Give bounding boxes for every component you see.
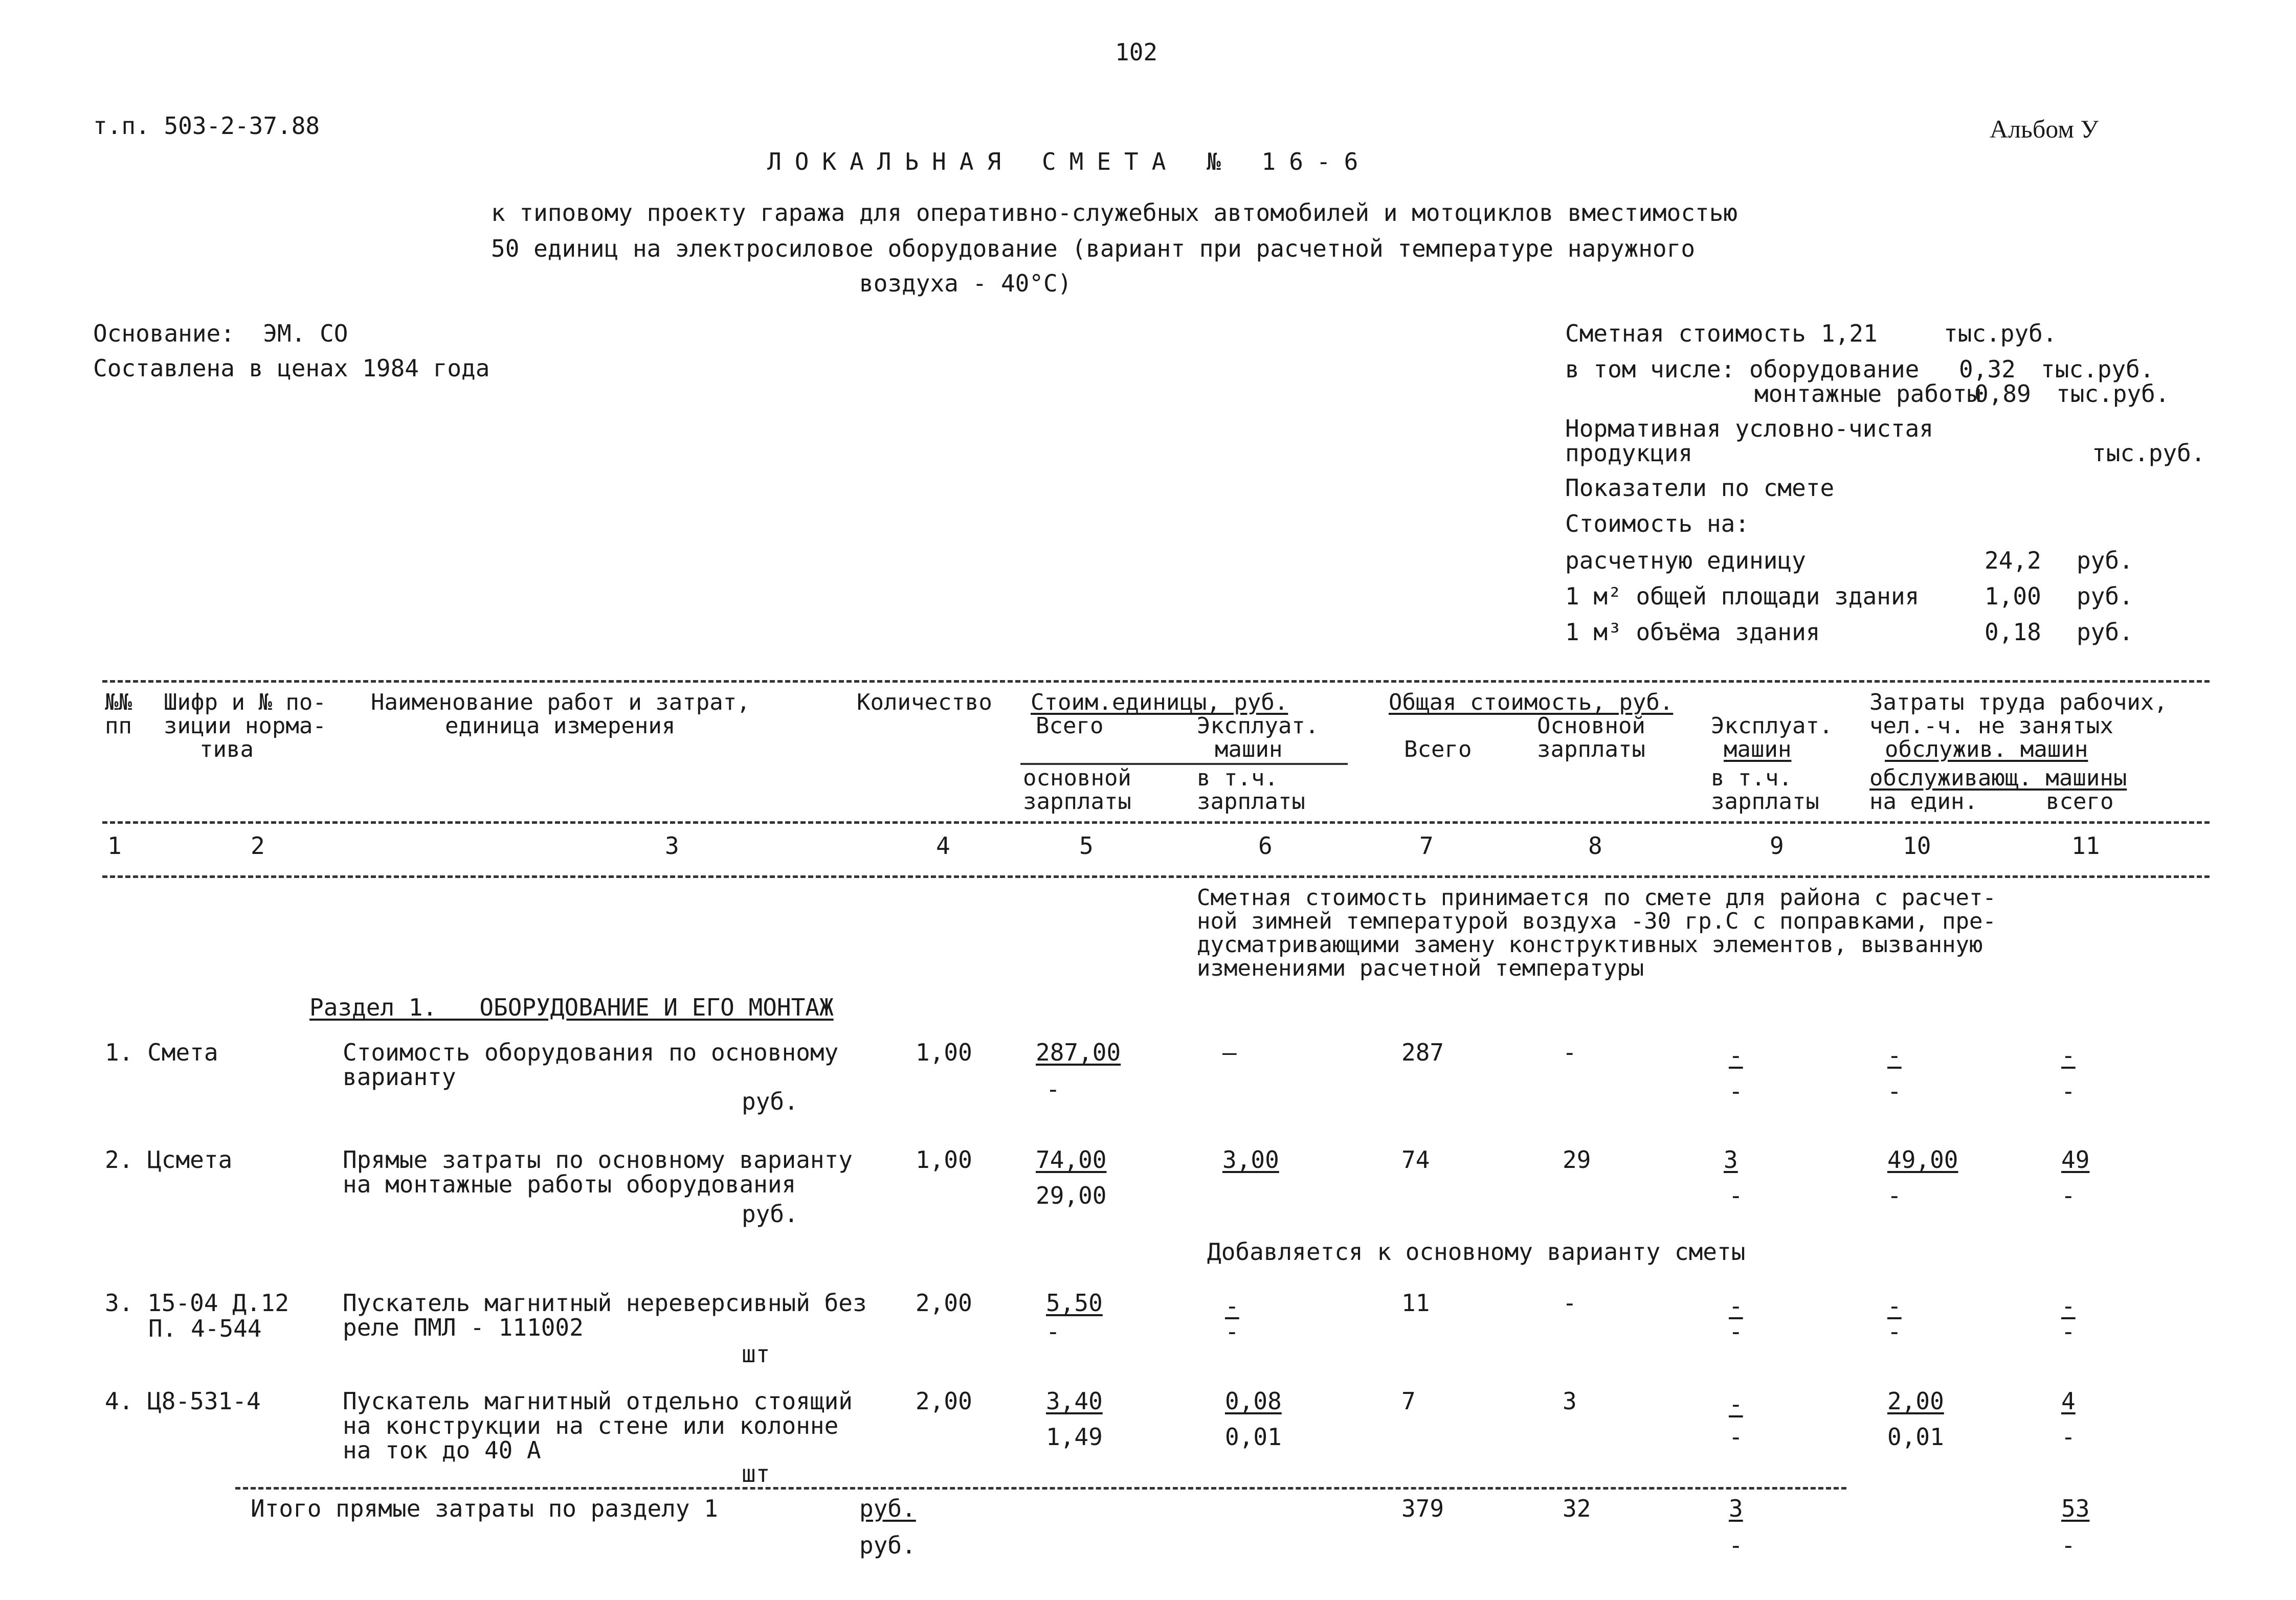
- unit-basic-wages-2: зарплаты: [1023, 788, 1131, 815]
- unit-machines-value: 3,00: [1222, 1146, 1279, 1174]
- row-name-line: на монтажные работы оборудования: [343, 1170, 796, 1198]
- total-machines-value: -: [1729, 1292, 1743, 1320]
- total-wages-value: 32: [1563, 1495, 1591, 1522]
- col-number: 1: [107, 832, 122, 860]
- total-value: 7: [1401, 1387, 1416, 1415]
- per-m2-label: 1 м² общей площади здания: [1565, 582, 1920, 610]
- labor-per-unit-header: на един.: [1869, 788, 1978, 815]
- labor-unit-machines-value: 0,01: [1887, 1423, 1944, 1451]
- total-value: 11: [1401, 1289, 1430, 1317]
- col-number: 4: [936, 832, 950, 860]
- row-unit: шт: [742, 1340, 770, 1368]
- note-line: ной зимней температурой воздуха -30 гр.С с поправками, пре-: [1197, 908, 1996, 934]
- row-unit: руб.: [742, 1088, 798, 1115]
- project-ref: т.п. 503-2-37.88: [93, 112, 320, 140]
- unit-machines-header-2: машин: [1215, 736, 1283, 762]
- labor-unit-value: -: [1887, 1042, 1902, 1069]
- total-unit-2: руб.: [859, 1531, 916, 1559]
- tc-incl-wages-1: в т.ч.: [1711, 765, 1792, 791]
- note-line: дусматривающими замену конструктивных элементов, вызванную: [1197, 932, 1983, 958]
- unit-wages-value: 1,49: [1046, 1423, 1103, 1451]
- labor-unit-value: -: [1887, 1292, 1902, 1320]
- unit-machines-value: —: [1222, 1039, 1237, 1066]
- labor-total-value: 4: [2061, 1387, 2076, 1415]
- labor-header-3: обслужив. машин: [1885, 736, 2088, 762]
- labor-total-machines-value: -: [2061, 1423, 2076, 1451]
- header-top-rule: [102, 680, 2210, 683]
- labor-unit-value: 2,00: [1887, 1387, 1944, 1415]
- total-machines-wages-value: -: [1729, 1077, 1743, 1105]
- row-quantity: 1,00: [916, 1039, 972, 1066]
- unit-incl-wages-1: в т.ч.: [1197, 765, 1278, 791]
- total-wages-value: 3: [1563, 1387, 1577, 1415]
- row-quantity: 1,00: [916, 1146, 972, 1174]
- unit-total-value: 3,40: [1046, 1387, 1103, 1415]
- labor-total-value: -: [2061, 1292, 2076, 1320]
- row-code-line-2: П. 4-544: [148, 1315, 262, 1342]
- col-number: 11: [2071, 832, 2100, 860]
- including-label: в том числе: оборудование: [1565, 355, 1920, 383]
- net-product-label: Нормативная условно-чистая: [1565, 415, 1934, 442]
- header-mid-rule: [102, 821, 2210, 824]
- tc-machines-header-2: машин: [1724, 736, 1792, 762]
- row-name-line: Пускатель магнитный отдельно стоящий: [343, 1387, 853, 1415]
- total-wages-value: -: [1563, 1289, 1577, 1317]
- album-label: Альбом У: [1990, 115, 2099, 143]
- row-name-line: реле ПМЛ - 111002: [343, 1314, 584, 1341]
- tc-incl-wages-2: зарплаты: [1711, 788, 1819, 815]
- total-wages-value: -: [1563, 1039, 1577, 1066]
- total-cost-header: Общая стоимость, руб.: [1389, 689, 1674, 715]
- row-name-line: на конструкции на стене или колонне: [343, 1412, 839, 1439]
- col-number: 8: [1588, 832, 1602, 860]
- labor-total-machines-value: -: [2061, 1318, 2076, 1345]
- total-unit: руб.: [859, 1495, 916, 1522]
- per-unit-value: 24,2: [1985, 547, 2041, 574]
- col-number: 5: [1079, 832, 1094, 860]
- per-m2-unit: руб.: [2077, 582, 2133, 610]
- total-machines-wages-value: -: [1729, 1423, 1743, 1451]
- labor-total-machines-value: -: [2061, 1077, 2076, 1105]
- unit-total-value: 5,50: [1046, 1289, 1103, 1317]
- subtitle-line-2: 50 единиц на электросиловое оборудование (вариант при расчетной температуре наружного: [491, 235, 1696, 262]
- labor-sub-header: обслуживающ. машины: [1869, 765, 2127, 791]
- equipment-value: 0,32: [1959, 355, 2016, 383]
- labor-unit-value: 49,00: [1887, 1146, 1958, 1174]
- col2-header-line-2: зиции норма-: [164, 713, 326, 739]
- labor-total-value: 49: [2061, 1146, 2090, 1174]
- per-m3-unit: руб.: [2077, 618, 2133, 646]
- unit-machines-wages-value: 0,01: [1225, 1423, 1282, 1451]
- total-cost-value: 379: [1401, 1495, 1444, 1522]
- total-machines-value: 3: [1724, 1146, 1738, 1174]
- row-quantity: 2,00: [916, 1387, 972, 1415]
- labor-header-1: Затраты труда рабочих,: [1869, 689, 2168, 715]
- per-m2-value: 1,00: [1985, 582, 2041, 610]
- col-number: 9: [1770, 832, 1784, 860]
- per-m3-value: 0,18: [1985, 618, 2041, 646]
- estimated-cost-unit: тыс.руб.: [1944, 320, 2057, 347]
- row-unit: руб.: [742, 1200, 798, 1228]
- equipment-unit: тыс.руб.: [2041, 355, 2154, 383]
- per-unit-label: расчетную единицу: [1565, 547, 1806, 574]
- prices-year: Составлена в ценах 1984 года: [93, 354, 490, 382]
- row-code: 2. Цсмета: [105, 1146, 233, 1174]
- col3-header-line-1: Наименование работ и затрат,: [371, 689, 750, 715]
- total-machines-value: -: [1729, 1042, 1743, 1069]
- col-number: 7: [1419, 832, 1434, 860]
- row-name-line: Прямые затраты по основному варианту: [343, 1146, 853, 1174]
- per-unit-unit: руб.: [2077, 547, 2133, 574]
- col1-header-line-2: пп: [105, 713, 132, 739]
- section-title: Раздел 1. ОБОРУДОВАНИЕ И ЕГО МОНТАЖ: [309, 994, 834, 1021]
- total-machines-wages-value: -: [1729, 1531, 1743, 1559]
- col3-header-line-2: единица измерения: [445, 713, 676, 739]
- col-number: 3: [665, 832, 679, 860]
- install-label: монтажные работы: [1754, 380, 1981, 408]
- labor-header-2: чел.-ч. не занятых: [1869, 713, 2113, 739]
- tc-basic-header-2: зарплаты: [1537, 736, 1645, 762]
- col2-header-line-3: тива: [199, 736, 254, 762]
- unit-machines-wages-value: -: [1225, 1318, 1239, 1345]
- row-code: 1. Смета: [105, 1039, 218, 1066]
- install-unit: тыс.руб.: [2056, 380, 2170, 408]
- unit-machines-header-1: Эксплуат.: [1197, 713, 1319, 739]
- labor-unit-machines-value: -: [1887, 1318, 1902, 1345]
- note-line: изменениями расчетной температуры: [1197, 955, 1644, 981]
- subtitle-line-1: к типовому проекту гаража для оперативно-служебных автомобилей и мотоциклов вместимостью: [491, 199, 1738, 227]
- estimated-cost-label: Сметная стоимость: [1565, 320, 1806, 347]
- tc-basic-header-1: Основной: [1537, 713, 1645, 739]
- unit-machines-value: 0,08: [1225, 1387, 1282, 1415]
- document-title: ЛОКАЛЬНАЯ СМЕТА № 16-6: [767, 148, 1372, 175]
- row-name-line: варианту: [343, 1063, 456, 1091]
- row-quantity: 2,00: [916, 1289, 972, 1317]
- labor-unit-machines-value: -: [1887, 1182, 1902, 1209]
- added-note: Добавляется к основному варианту сметы: [1207, 1238, 1746, 1266]
- total-label: Итого прямые затраты по разделу 1: [251, 1495, 718, 1522]
- unit-total-value: 287,00: [1036, 1039, 1121, 1066]
- unit-wages-value: 29,00: [1036, 1182, 1107, 1209]
- total-wages-value: 29: [1563, 1146, 1591, 1174]
- row-code: 3. 15-04 Д.12: [105, 1289, 289, 1317]
- unit-cost-header: Стоим.единицы, руб.: [1031, 689, 1288, 715]
- row-name-line: на ток до 40 А: [343, 1436, 541, 1464]
- total-rule: [235, 1487, 1846, 1490]
- col-number: 10: [1903, 832, 1931, 860]
- unit-machines-value: -: [1225, 1292, 1239, 1320]
- total-machines-value: -: [1729, 1390, 1743, 1418]
- col2-header-line-1: Шифр и № по-: [164, 689, 326, 715]
- unit-incl-wages-2: зарплаты: [1197, 788, 1305, 815]
- tc-machines-header-1: Эксплуат.: [1711, 713, 1833, 739]
- col-number: 6: [1258, 832, 1273, 860]
- install-value: 0,89: [1974, 380, 2031, 408]
- indicators-label: Показатели по смете: [1565, 474, 1835, 502]
- row-code: 4. Ц8-531-4: [105, 1387, 261, 1415]
- tc-total-header: Всего: [1404, 736, 1472, 762]
- row-name-line: Пускатель магнитный нереверсивный без: [343, 1289, 867, 1317]
- unit-total-header: Всего: [1036, 713, 1104, 739]
- total-labor-machines-value: -: [2061, 1531, 2076, 1559]
- subtitle-line-3: воздуха - 40°С): [859, 269, 1072, 297]
- total-value: 287: [1401, 1039, 1444, 1066]
- page-number: 102: [1115, 38, 1158, 66]
- labor-total-value: -: [2061, 1042, 2076, 1069]
- per-m3-label: 1 м³ объёма здания: [1565, 618, 1820, 646]
- row-name-line: Стоимость оборудования по основному: [343, 1039, 839, 1066]
- header-bottom-rule: [102, 875, 2210, 878]
- net-product-unit: тыс.руб.: [2092, 439, 2205, 467]
- basis: Основание: ЭМ. СО: [93, 320, 348, 347]
- total-machines-wages-value: -: [1729, 1182, 1743, 1209]
- col1-header-line-1: №№: [105, 689, 132, 715]
- labor-total-machines-value: -: [2061, 1182, 2076, 1209]
- cost-on-label: Стоимость на:: [1565, 510, 1750, 537]
- row-unit: шт: [742, 1460, 770, 1488]
- total-machines-wages-value: -: [1729, 1318, 1743, 1345]
- total-value: 74: [1401, 1146, 1430, 1174]
- unit-total-value: 74,00: [1036, 1146, 1107, 1174]
- estimated-cost-value: 1,21: [1821, 320, 1878, 347]
- total-machines-value: 3: [1729, 1495, 1743, 1522]
- unit-wages-value: -: [1046, 1075, 1060, 1103]
- col4-header: Количество: [857, 689, 992, 715]
- col-number: 2: [251, 832, 265, 860]
- labor-total-header: всего: [2046, 788, 2114, 815]
- net-product-label-2: продукция: [1565, 439, 1693, 467]
- total-labor-value: 53: [2061, 1495, 2090, 1522]
- unit-basic-wages-1: основной: [1023, 765, 1131, 791]
- labor-unit-machines-value: -: [1887, 1077, 1902, 1105]
- note-line: Сметная стоимость принимается по смете для района с расчет-: [1197, 885, 1996, 911]
- unit-wages-value: -: [1046, 1318, 1060, 1345]
